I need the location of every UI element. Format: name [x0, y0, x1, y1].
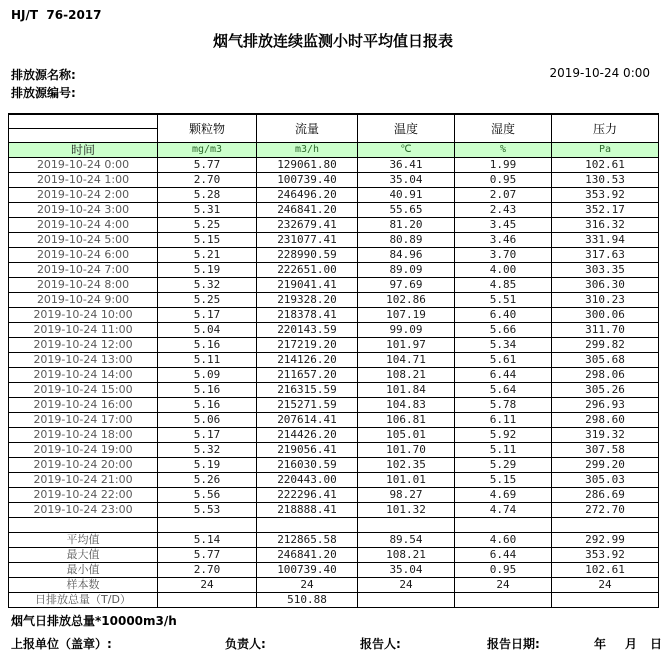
row-time: 2019-10-24 19:00	[9, 443, 158, 458]
cell-value	[455, 593, 552, 608]
cell-value: 296.93	[552, 398, 659, 413]
cell-value: 108.21	[358, 368, 455, 383]
row-time: 2019-10-24 21:00	[9, 473, 158, 488]
cell-value: 246841.20	[257, 203, 358, 218]
row-time: 2019-10-24 3:00	[9, 203, 158, 218]
table-row	[9, 278, 659, 293]
row-time: 2019-10-24 0:00	[9, 158, 158, 173]
report-unit-label: 上报单位（盖章）:	[11, 637, 112, 651]
cell-value	[358, 518, 455, 533]
cell-value: 5.11	[158, 353, 257, 368]
summary-row	[9, 563, 659, 578]
row-time: 2019-10-24 2:00	[9, 188, 158, 203]
cell-value: 81.20	[358, 218, 455, 233]
table-row	[9, 488, 659, 503]
cell-value	[158, 593, 257, 608]
cell-value: 298.06	[552, 368, 659, 383]
row-time: 2019-10-24 7:00	[9, 263, 158, 278]
row-time: 2019-10-24 18:00	[9, 428, 158, 443]
cell-value: 214426.20	[257, 428, 358, 443]
cell-value: 246841.20	[257, 548, 358, 563]
cell-value: 220443.00	[257, 473, 358, 488]
unit-flow: m3/h	[257, 143, 358, 158]
table-row	[9, 473, 659, 488]
cell-value: 5.64	[455, 383, 552, 398]
report-table-body	[9, 158, 659, 608]
row-time: 2019-10-24 10:00	[9, 308, 158, 323]
cell-value: 299.82	[552, 338, 659, 353]
cell-value: 5.51	[455, 293, 552, 308]
table-row	[9, 503, 659, 518]
cell-value: 300.06	[552, 308, 659, 323]
cell-value: 306.30	[552, 278, 659, 293]
cell-value	[257, 518, 358, 533]
units-row	[9, 143, 659, 158]
cell-value: 5.61	[455, 353, 552, 368]
reporter-label: 报告人:	[360, 637, 401, 651]
cell-value: 5.34	[455, 338, 552, 353]
table-row	[9, 428, 659, 443]
cell-value: 0.95	[455, 173, 552, 188]
cell-value: 5.29	[455, 458, 552, 473]
row-time: 2019-10-24 4:00	[9, 218, 158, 233]
year-label: 年	[594, 637, 607, 651]
cell-value: 211657.20	[257, 368, 358, 383]
table-row	[9, 173, 659, 188]
row-time: 2019-10-24 22:00	[9, 488, 158, 503]
cell-value: 3.70	[455, 248, 552, 263]
cell-value: 100739.40	[257, 173, 358, 188]
cell-value: 352.17	[552, 203, 659, 218]
standard-number: HJ/T 76-2017	[11, 8, 102, 22]
row-time: 2019-10-24 6:00	[9, 248, 158, 263]
report-datetime: 2019-10-24 0:00	[549, 66, 650, 80]
cell-value: 219328.20	[257, 293, 358, 308]
cell-value: 4.85	[455, 278, 552, 293]
cell-value: 100739.40	[257, 563, 358, 578]
table-row	[9, 368, 659, 383]
cell-value: 5.25	[158, 293, 257, 308]
table-row	[9, 233, 659, 248]
cell-value: 5.17	[158, 428, 257, 443]
cell-value: 102.61	[552, 158, 659, 173]
time-column-header: 时间	[9, 143, 158, 158]
cell-value: 5.77	[158, 158, 257, 173]
summary-row	[9, 548, 659, 563]
cell-value	[552, 593, 659, 608]
cell-value: 5.19	[158, 263, 257, 278]
cell-value: 130.53	[552, 173, 659, 188]
cell-value: 311.70	[552, 323, 659, 338]
table-row	[9, 323, 659, 338]
cell-value: 5.11	[455, 443, 552, 458]
row-time: 2019-10-24 11:00	[9, 323, 158, 338]
cell-value: 353.92	[552, 188, 659, 203]
cell-value: 305.68	[552, 353, 659, 368]
cell-value	[158, 518, 257, 533]
cell-value: 5.53	[158, 503, 257, 518]
cell-value: 4.00	[455, 263, 552, 278]
cell-value	[455, 518, 552, 533]
total-emission-footnote: 烟气日排放总量*10000m3/h	[11, 614, 177, 628]
cell-value: 24	[455, 578, 552, 593]
cell-value: 104.83	[358, 398, 455, 413]
cell-value: 24	[552, 578, 659, 593]
cell-value: 108.21	[358, 548, 455, 563]
column-header-humidity: 湿度	[455, 114, 552, 143]
column-header-pressure: 压力	[552, 114, 659, 143]
cell-value: 5.25	[158, 218, 257, 233]
cell-value: 5.21	[158, 248, 257, 263]
summary-label: 日排放总量（T/D）	[9, 593, 158, 608]
cell-value: 40.91	[358, 188, 455, 203]
cell-value: 303.35	[552, 263, 659, 278]
table-row	[9, 308, 659, 323]
table-row	[9, 353, 659, 368]
header-row-top	[9, 114, 659, 129]
time-header-spacer-bottom	[9, 129, 158, 143]
summary-label: 最大值	[9, 548, 158, 563]
cell-value: 305.26	[552, 383, 659, 398]
table-row	[9, 263, 659, 278]
cell-value: 6.40	[455, 308, 552, 323]
cell-value: 5.32	[158, 443, 257, 458]
row-time: 2019-10-24 1:00	[9, 173, 158, 188]
cell-value: 232679.41	[257, 218, 358, 233]
unit-humidity: %	[455, 143, 552, 158]
cell-value: 5.56	[158, 488, 257, 503]
cell-value: 219056.41	[257, 443, 358, 458]
summary-label: 样本数	[9, 578, 158, 593]
cell-value: 6.11	[455, 413, 552, 428]
column-header-particulate: 颗粒物	[158, 114, 257, 143]
summary-label: 平均值	[9, 533, 158, 548]
cell-value: 246496.20	[257, 188, 358, 203]
row-time: 2019-10-24 12:00	[9, 338, 158, 353]
cell-value: 286.69	[552, 488, 659, 503]
cell-value: 99.09	[358, 323, 455, 338]
cell-value: 299.20	[552, 458, 659, 473]
cell-value	[358, 593, 455, 608]
cell-value: 4.74	[455, 503, 552, 518]
summary-label: 最小值	[9, 563, 158, 578]
cell-value: 310.23	[552, 293, 659, 308]
row-time: 2019-10-24 14:00	[9, 368, 158, 383]
cell-value: 5.66	[455, 323, 552, 338]
cell-value: 216030.59	[257, 458, 358, 473]
cell-value: 102.61	[552, 563, 659, 578]
cell-value: 6.44	[455, 368, 552, 383]
table-row	[9, 458, 659, 473]
table-row	[9, 158, 659, 173]
table-row	[9, 293, 659, 308]
cell-value: 104.71	[358, 353, 455, 368]
cell-value: 5.16	[158, 338, 257, 353]
cell-value: 305.03	[552, 473, 659, 488]
cell-value: 5.14	[158, 533, 257, 548]
cell-value: 84.96	[358, 248, 455, 263]
cell-value: 6.44	[455, 548, 552, 563]
cell-value: 101.01	[358, 473, 455, 488]
row-time: 2019-10-24 17:00	[9, 413, 158, 428]
cell-value: 105.01	[358, 428, 455, 443]
cell-value: 35.04	[358, 563, 455, 578]
cell-value: 5.32	[158, 278, 257, 293]
cell-value: 98.27	[358, 488, 455, 503]
cell-value: 107.19	[358, 308, 455, 323]
cell-value: 89.09	[358, 263, 455, 278]
cell-value: 35.04	[358, 173, 455, 188]
cell-value: 298.60	[552, 413, 659, 428]
cell-value: 331.94	[552, 233, 659, 248]
cell-value: 4.69	[455, 488, 552, 503]
cell-value: 2.43	[455, 203, 552, 218]
spacer-cell	[9, 518, 158, 533]
cell-value: 2.70	[158, 563, 257, 578]
cell-value: 317.63	[552, 248, 659, 263]
column-header-flow: 流量	[257, 114, 358, 143]
cell-value: 5.77	[158, 548, 257, 563]
cell-value: 89.54	[358, 533, 455, 548]
row-time: 2019-10-24 8:00	[9, 278, 158, 293]
cell-value: 222651.00	[257, 263, 358, 278]
cell-value: 215271.59	[257, 398, 358, 413]
cell-value: 216315.59	[257, 383, 358, 398]
row-time: 2019-10-24 16:00	[9, 398, 158, 413]
cell-value: 316.32	[552, 218, 659, 233]
cell-value: 5.19	[158, 458, 257, 473]
cell-value: 5.04	[158, 323, 257, 338]
cell-value: 101.70	[358, 443, 455, 458]
table-row	[9, 398, 659, 413]
cell-value	[552, 518, 659, 533]
cell-value: 102.86	[358, 293, 455, 308]
cell-value: 222296.41	[257, 488, 358, 503]
cell-value: 36.41	[358, 158, 455, 173]
report-table-head	[9, 114, 659, 158]
cell-value: 5.15	[158, 233, 257, 248]
cell-value: 5.15	[455, 473, 552, 488]
cell-value: 319.32	[552, 428, 659, 443]
cell-value: 5.31	[158, 203, 257, 218]
row-time: 2019-10-24 20:00	[9, 458, 158, 473]
cell-value: 228990.59	[257, 248, 358, 263]
month-label: 月	[625, 637, 638, 651]
cell-value: 101.97	[358, 338, 455, 353]
cell-value: 97.69	[358, 278, 455, 293]
cell-value: 2.70	[158, 173, 257, 188]
summary-row	[9, 533, 659, 548]
cell-value: 510.88	[257, 593, 358, 608]
table-row	[9, 338, 659, 353]
source-name-label: 排放源名称:	[11, 68, 76, 82]
table-row	[9, 248, 659, 263]
signature-footer	[0, 635, 666, 652]
time-header-spacer-top	[9, 114, 158, 129]
cell-value: 4.60	[455, 533, 552, 548]
cell-value: 24	[358, 578, 455, 593]
cell-value: 214126.20	[257, 353, 358, 368]
cell-value: 80.89	[358, 233, 455, 248]
cell-value: 5.09	[158, 368, 257, 383]
table-row	[9, 443, 659, 458]
table-row	[9, 383, 659, 398]
row-time: 2019-10-24 13:00	[9, 353, 158, 368]
table-row	[9, 413, 659, 428]
cell-value: 272.70	[552, 503, 659, 518]
row-time: 2019-10-24 23:00	[9, 503, 158, 518]
report-table	[8, 113, 659, 608]
cell-value: 3.46	[455, 233, 552, 248]
cell-value: 5.26	[158, 473, 257, 488]
cell-value: 101.32	[358, 503, 455, 518]
cell-value: 5.28	[158, 188, 257, 203]
cell-value: 219041.41	[257, 278, 358, 293]
cell-value: 5.06	[158, 413, 257, 428]
cell-value: 106.81	[358, 413, 455, 428]
cell-value: 353.92	[552, 548, 659, 563]
cell-value: 220143.59	[257, 323, 358, 338]
cell-value: 3.45	[455, 218, 552, 233]
cell-value: 217219.20	[257, 338, 358, 353]
cell-value: 1.99	[455, 158, 552, 173]
report-title: 烟气排放连续监测小时平均值日报表	[212, 32, 453, 50]
cell-value: 207614.41	[257, 413, 358, 428]
cell-value: 5.92	[455, 428, 552, 443]
cell-value: 218888.41	[257, 503, 358, 518]
table-row	[9, 218, 659, 233]
cell-value: 24	[158, 578, 257, 593]
table-row	[9, 203, 659, 218]
table-row	[9, 188, 659, 203]
cell-value: 231077.41	[257, 233, 358, 248]
column-header-temperature: 温度	[358, 114, 455, 143]
unit-particulate: mg/m3	[158, 143, 257, 158]
cell-value: 218378.41	[257, 308, 358, 323]
cell-value: 129061.80	[257, 158, 358, 173]
day-label: 日	[650, 637, 663, 651]
cell-value: 5.78	[455, 398, 552, 413]
cell-value: 24	[257, 578, 358, 593]
responsible-label: 负责人:	[225, 637, 266, 651]
spacer-row	[9, 518, 659, 533]
unit-pressure: Pa	[552, 143, 659, 158]
cell-value: 307.58	[552, 443, 659, 458]
cell-value: 2.07	[455, 188, 552, 203]
cell-value: 5.16	[158, 398, 257, 413]
cell-value: 0.95	[455, 563, 552, 578]
cell-value: 102.35	[358, 458, 455, 473]
cell-value: 5.17	[158, 308, 257, 323]
cell-value: 212865.58	[257, 533, 358, 548]
cell-value: 5.16	[158, 383, 257, 398]
unit-temperature: ℃	[358, 143, 455, 158]
source-code-label: 排放源编号:	[11, 86, 76, 100]
row-time: 2019-10-24 15:00	[9, 383, 158, 398]
report-date-label: 报告日期:	[487, 637, 540, 651]
row-time: 2019-10-24 5:00	[9, 233, 158, 248]
summary-row	[9, 578, 659, 593]
row-time: 2019-10-24 9:00	[9, 293, 158, 308]
cell-value: 292.99	[552, 533, 659, 548]
cell-value: 101.84	[358, 383, 455, 398]
summary-row	[9, 593, 659, 608]
cell-value: 55.65	[358, 203, 455, 218]
